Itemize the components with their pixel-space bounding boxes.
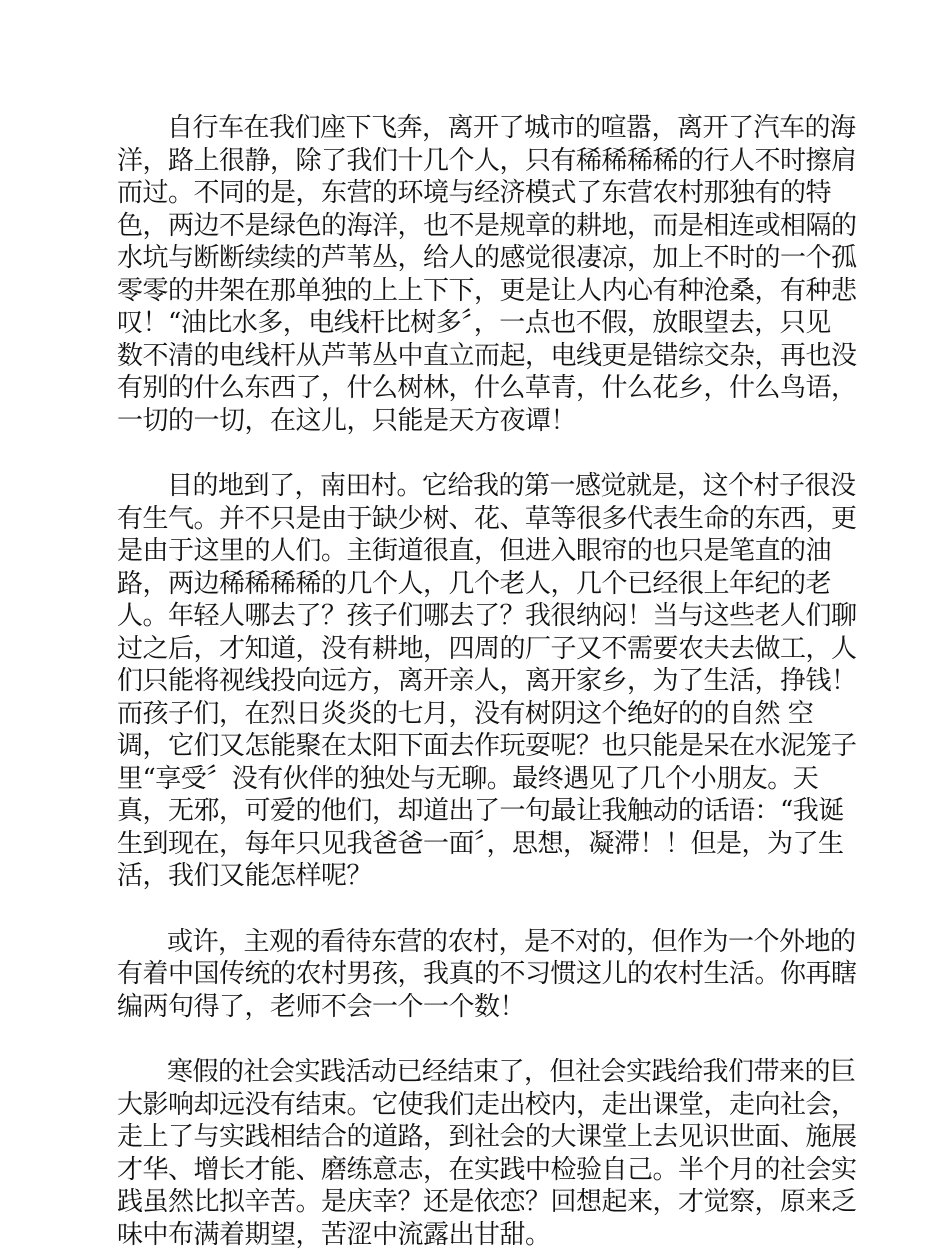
text-line: 寒假的社会实践活动已经结束了，但社会实践给我们带来的巨 <box>117 1056 837 1089</box>
text-line: 才华、增长才能、磨练意志，在实践中检验自己。半个月的社会实 <box>117 1154 837 1187</box>
text-line: 零零的井架在那单独的上上下下，更是让人内心有种沧桑，有种悲 <box>117 275 837 308</box>
text-line: 真，无邪，可爱的他们，却道出了一句最让我触动的话语：“我诞 <box>117 795 837 828</box>
text-line: 味中布满着期望，苦涩中流露出甘甜。 <box>117 1219 837 1251</box>
text-line: 活，我们又能怎样呢？ <box>117 860 837 893</box>
document-page <box>117 112 837 1251</box>
text-line: 色，两边不是绿色的海洋，也不是规章的耕地，而是相连或相隔的 <box>117 210 837 243</box>
text-line: 而过。不同的是，东营的环境与经济模式了东营农村那独有的特 <box>117 177 837 210</box>
text-line: 一切的一切，在这儿，只能是天方夜谭！ <box>117 405 837 438</box>
text-line: 有别的什么东西了，什么树林，什么草青，什么花乡，什么鸟语， <box>117 372 837 405</box>
text-line: 而孩子们，在烈日炎炎的七月，没有树阴这个绝好的的自然 空 <box>117 698 837 731</box>
text-line: 们只能将视线投向远方，离开亲人，离开家乡，为了生活，挣钱！ <box>117 665 837 698</box>
paragraph-1 <box>117 112 837 437</box>
paragraph-spacer <box>117 437 837 470</box>
paragraph-4 <box>117 1056 837 1251</box>
text-line: 水坑与断断续续的芦苇丛，给人的感觉很凄凉，加上不时的一个孤 <box>117 242 837 275</box>
text-line: 调，它们又怎能聚在太阳下面去作玩耍呢？也只能是呆在水泥笼子 <box>117 730 837 763</box>
text-line: 叹！“油比水多，电线杆比树多〞，一点也不假，放眼望去，只见 <box>117 307 837 340</box>
text-line: 目的地到了，南田村。它给我的第一感觉就是，这个村子很没 <box>117 470 837 503</box>
text-line: 有生气。并不只是由于缺少树、花、草等很多代表生命的东西，更 <box>117 503 837 536</box>
text-line: 或许，主观的看待东营的农村，是不对的，但作为一个外地的 <box>117 926 837 959</box>
text-line: 践虽然比拟辛苦。是庆幸？还是依恋？回想起来，才觉察，原来乏 <box>117 1186 837 1219</box>
text-line: 生到现在，每年只见我爸爸一面〞，思想，凝滞！！但是，为了生 <box>117 828 837 861</box>
text-line: 过之后，才知道，没有耕地，四周的厂子又不需要农夫去做工，人 <box>117 633 837 666</box>
paragraph-2 <box>117 470 837 893</box>
text-line: 大影响却远没有结束。它使我们走出校内，走出课堂，走向社会， <box>117 1089 837 1122</box>
text-line: 数不清的电线杆从芦苇丛中直立而起，电线更是错综交杂，再也没 <box>117 340 837 373</box>
text-line: 洋，路上很静，除了我们十几个人，只有稀稀稀稀的行人不时擦肩 <box>117 145 837 178</box>
text-line: 编两句得了，老师不会一个一个数！ <box>117 991 837 1024</box>
paragraph-3 <box>117 926 837 1024</box>
text-line: 路，两边稀稀稀稀的几个人，几个老人，几个已经很上年纪的老 <box>117 568 837 601</box>
text-line: 自行车在我们座下飞奔，离开了城市的喧嚣，离开了汽车的海 <box>117 112 837 145</box>
paragraph-spacer <box>117 893 837 926</box>
text-line: 里“享受〞没有伙伴的独处与无聊。最终遇见了几个小朋友。天 <box>117 763 837 796</box>
text-line: 人。年轻人哪去了？孩子们哪去了？我很纳闷！当与这些老人们聊 <box>117 600 837 633</box>
text-line: 走上了与实践相结合的道路，到社会的大课堂上去见识世面、施展 <box>117 1121 837 1154</box>
text-line: 有着中国传统的农村男孩，我真的不习惯这儿的农村生活。你再瞎 <box>117 958 837 991</box>
paragraph-spacer <box>117 1023 837 1056</box>
text-line: 是由于这里的人们。主街道很直，但进入眼帘的也只是笔直的油 <box>117 535 837 568</box>
